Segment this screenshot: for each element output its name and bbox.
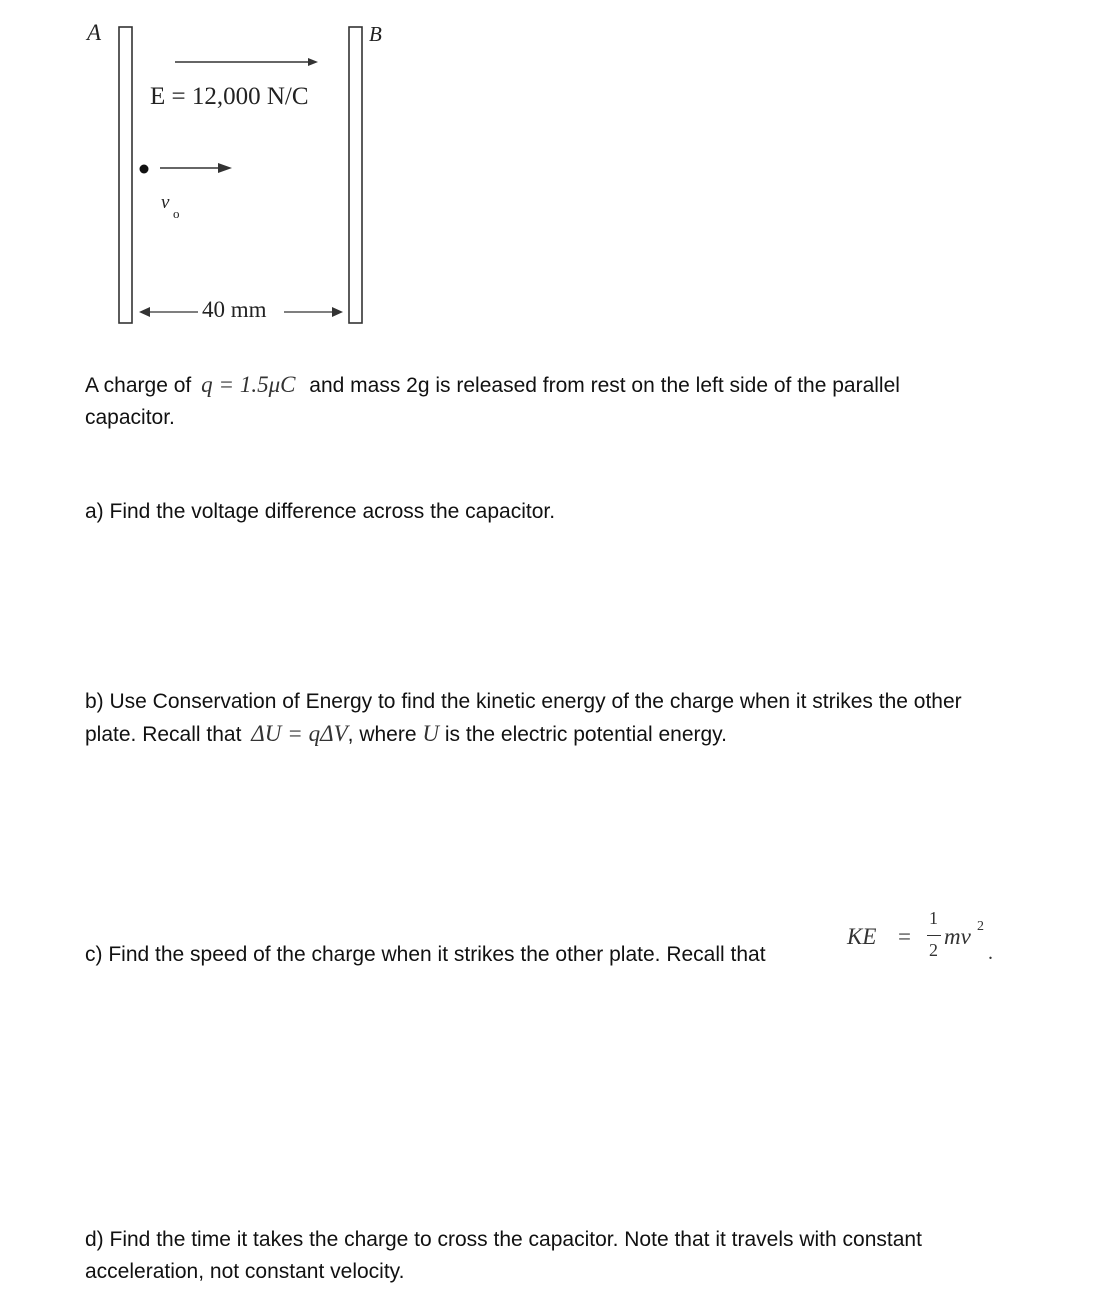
ke-exponent: 2 — [977, 919, 984, 934]
question-b — [85, 686, 1085, 751]
gap-distance-label: 40 mm — [202, 297, 267, 322]
ke-fraction-bar — [927, 935, 941, 936]
question-b-line1: b) Use Conservation of Energy to find the kinetic energy of the charge when it strikes the other — [85, 690, 962, 713]
question-a-text: a) Find the voltage difference across the capacitor. — [85, 500, 556, 523]
question-d-line1: d) Find the time it takes the charge to cross the capacitor. Note that it travels with constant — [85, 1228, 922, 1251]
math-q-delta-v: qΔV — [308, 721, 348, 746]
question-d — [85, 1224, 1085, 1288]
math-u-symbol: U — [422, 721, 440, 746]
intro-text-line2: capacitor. — [85, 406, 175, 429]
question-d-line2: acceleration, not constant velocity. — [85, 1260, 405, 1283]
ke-rhs: mv — [944, 924, 971, 949]
plate-label-b: B — [369, 22, 382, 46]
field-strength-label: E = 12,000 N/C — [150, 83, 309, 110]
ke-numerator: 1 — [929, 908, 938, 928]
question-c — [85, 939, 845, 971]
question-a — [85, 496, 1045, 528]
math-charge-symbol: q — [201, 372, 213, 397]
capacitor-drawing — [0, 0, 420, 340]
velocity-subscript: o — [173, 206, 180, 221]
plate-b — [349, 27, 362, 323]
question-b-middle: , where — [347, 723, 417, 746]
math-equals: = — [218, 372, 234, 397]
intro-text-before: A charge of — [85, 374, 192, 397]
capacitor-diagram — [0, 0, 420, 340]
intro-text-after: and mass 2g is released from rest on the left side of the parallel — [309, 374, 900, 397]
dimension-arrow-right — [284, 307, 343, 317]
dimension-arrow-left — [139, 307, 198, 317]
ke-equals: = — [898, 924, 911, 949]
question-b-line2-before: plate. Recall that — [85, 723, 242, 746]
intro-paragraph — [85, 369, 1045, 434]
math-equals-b: = — [287, 721, 303, 746]
field-arrow — [175, 58, 318, 66]
charge-particle — [140, 165, 149, 174]
ke-lhs: KE — [847, 924, 877, 949]
ke-denominator: 2 — [929, 940, 938, 960]
plate-a — [119, 27, 132, 323]
velocity-symbol: v — [161, 192, 170, 213]
question-b-line2-after: is the electric potential energy. — [444, 723, 727, 746]
question-c-text: c) Find the speed of the charge when it strikes the other plate. Recall that — [85, 943, 766, 966]
ke-trailing-period: . — [988, 942, 993, 964]
math-charge-value: 1.5μC — [239, 372, 296, 397]
math-delta-u: ΔU — [251, 721, 282, 746]
velocity-arrow — [160, 163, 232, 173]
plate-label-a: A — [87, 20, 102, 45]
